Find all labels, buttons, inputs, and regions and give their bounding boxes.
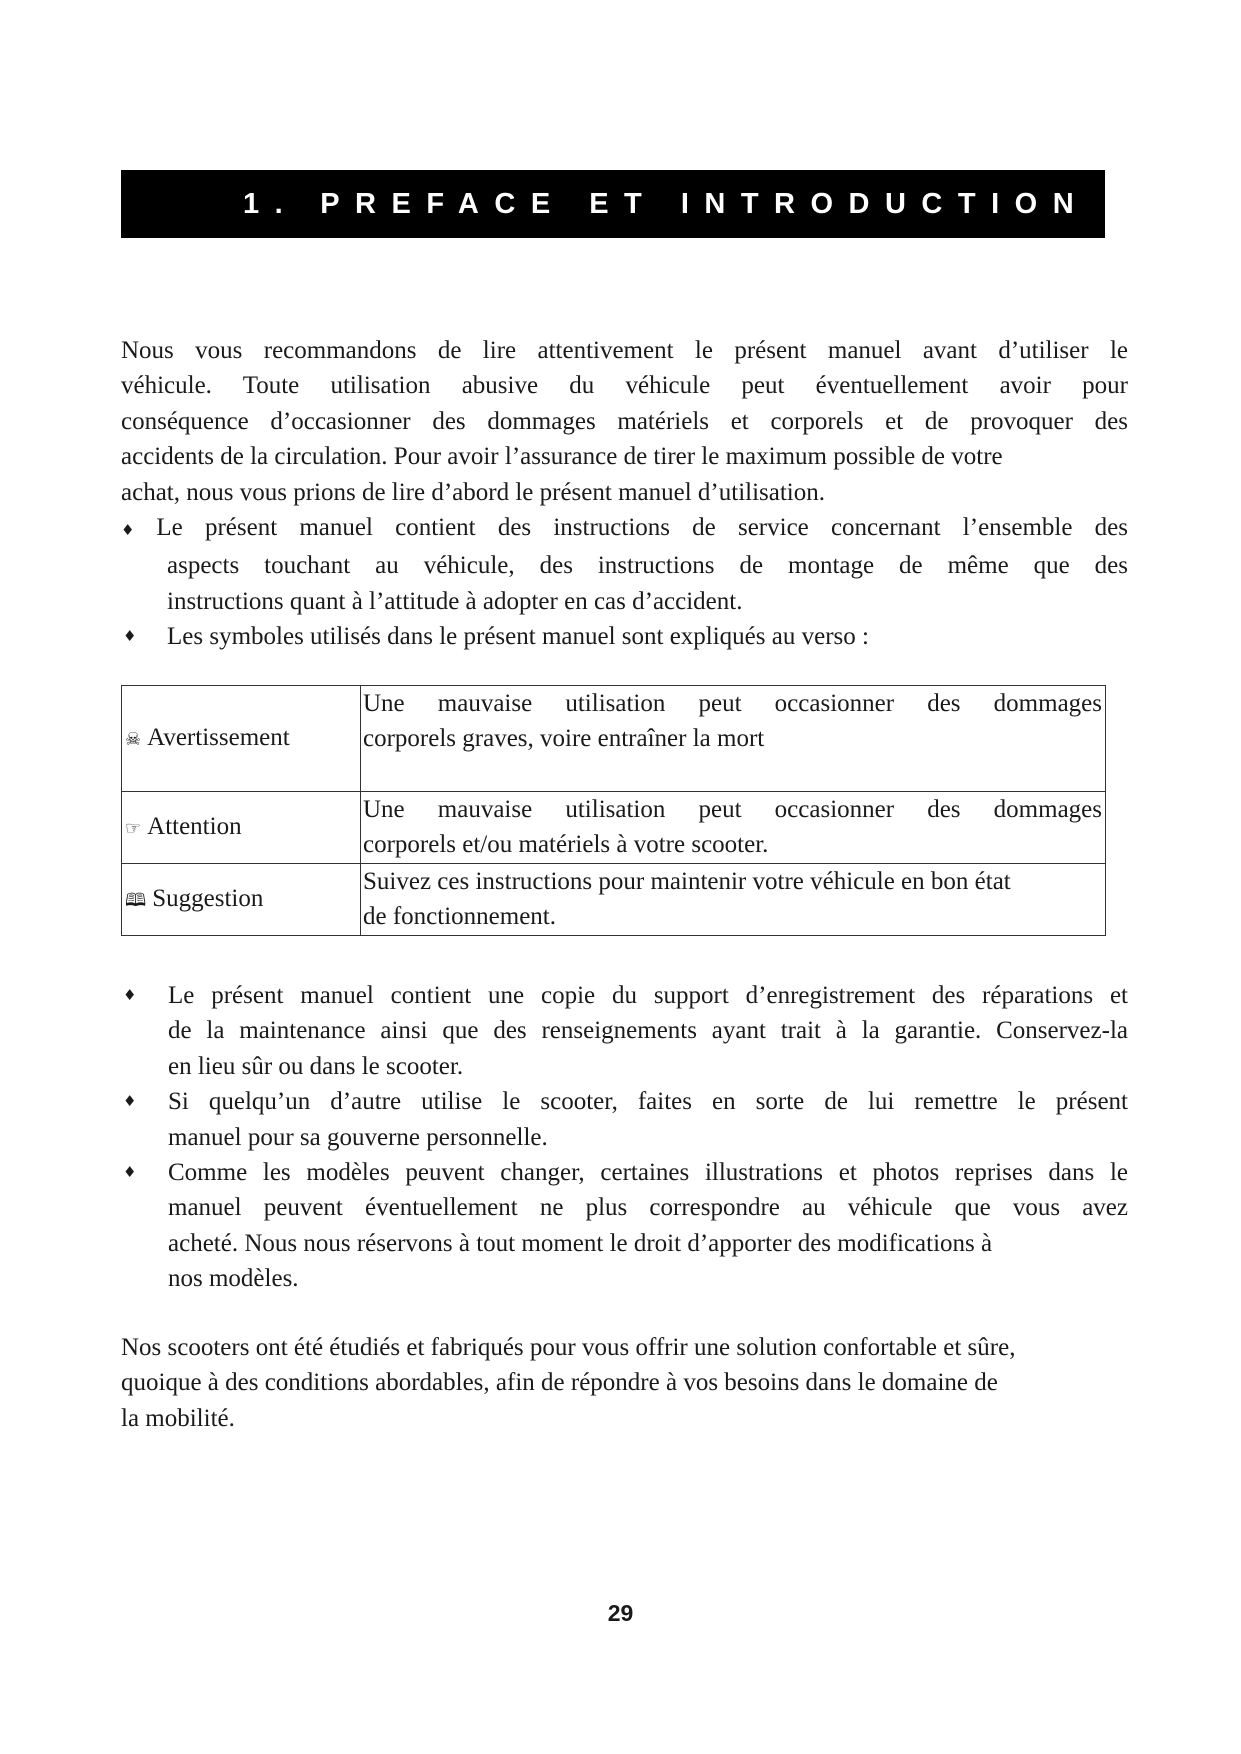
book-icon: 🕮: [125, 889, 147, 911]
bullet-item-model-changes: [121, 1155, 1128, 1297]
bullet-text: Le présent manuel contient des instructions de service concernant l’ensemble des: [156, 514, 1128, 541]
symbols-table: [121, 685, 1106, 936]
bullet-line: Si quelqu’un d’autre utilise le scooter, faites en sorte de lui remettre le présent: [168, 1088, 1128, 1116]
bullet-line: en lieu sûr ou dans le scooter.: [168, 1052, 464, 1080]
bullet-diamond-icon: ♦: [123, 986, 137, 1004]
section-title: PREFACE ET INTRODUCTION: [320, 188, 1090, 220]
bullet-item-other-user: [121, 1084, 1128, 1155]
intro-line: véhicule. Toute utilisation abusive du véhicule peut éventuellement avoir pour: [121, 372, 1128, 400]
bullet-line: manuel peuvent éventuellement ne plus correspondre au véhicule que vous avez: [168, 1194, 1128, 1222]
bullet-item-manual-contents: [121, 510, 1128, 655]
intro-paragraph: [121, 333, 1128, 510]
section-title-bar: [121, 170, 1105, 238]
closing-line: quoique à des conditions abordables, afin de répondre à vos besoins dans le domaine de: [121, 1369, 998, 1397]
bullet-line: Le présent manuel contient une copie du support d’enregistrement des réparations et: [168, 982, 1128, 1009]
bullet-line: nos modèles.: [168, 1265, 299, 1293]
symbol-label: Avertissement: [147, 723, 290, 751]
bullet-item-repair-record: [121, 978, 1128, 1084]
pointing-hand-icon: ☞: [125, 817, 142, 839]
bullet-line: instructions quant à l’attitude à adopter en cas d’accident.: [167, 587, 743, 615]
intro-line: Nous vous recommandons de lire attentivement le présent manuel avant d’utiliser le: [121, 337, 1128, 364]
intro-line: conséquence d’occasionner des dommages matériels et corporels et de provoquer des: [121, 407, 1128, 435]
bullet-diamond-icon: ♦: [123, 627, 137, 646]
bullet-line: aspects touchant au véhicule, des instructions de montage de même que des: [167, 552, 1128, 580]
description-line: Une mauvaise utilisation peut occasionner des dommages: [363, 796, 1102, 823]
bullet-text: Les symboles utilisés dans le présent manuel sont expliqués au verso :: [167, 623, 869, 651]
section-number: 1.: [243, 188, 299, 220]
bullet-line: manuel pour sa gouverne personnelle.: [168, 1123, 548, 1151]
bullet-line: [121, 510, 1128, 548]
bullet-diamond-icon: ♦: [121, 521, 151, 539]
table-row: [122, 792, 1106, 864]
closing-line: la mobilité.: [121, 1404, 235, 1432]
symbol-label-cell: [122, 863, 361, 935]
intro-line: achat, nous vous prions de lire d’abord le présent manuel d’utilisation.: [121, 478, 825, 506]
bullet-diamond-icon: ♦: [123, 1163, 137, 1182]
description-line: de fonctionnement.: [363, 903, 556, 931]
symbol-description-cell: [361, 686, 1106, 792]
symbol-label-cell: [122, 686, 361, 792]
closing-line: Nos scooters ont été étudiés et fabriqués pour vous offrir une solution confortable et sûre,: [121, 1334, 1016, 1361]
bullet-line: de la maintenance ainsi que des renseignements ayant trait à la garantie. Conservez-la: [168, 1017, 1128, 1045]
bullet-line: Comme les modèles peuvent changer, certaines illustrations et photos reprises dans le: [168, 1159, 1128, 1187]
table-row: [122, 863, 1106, 935]
table-row: [122, 686, 1106, 792]
closing-paragraph: [121, 1330, 1128, 1436]
page-number: 29: [607, 1600, 634, 1626]
symbol-label-cell: [122, 792, 361, 864]
symbol-label: Suggestion: [152, 884, 264, 912]
bullet-diamond-icon: ♦: [123, 1092, 137, 1111]
description-line: Suivez ces instructions pour maintenir votre véhicule en bon état: [363, 867, 1011, 895]
description-line: corporels graves, voire entraîner la mort: [363, 725, 765, 753]
intro-line: accidents de la circulation. Pour avoir l’assurance de tirer le maximum possible de votre: [121, 443, 1003, 471]
symbol-description-cell: [361, 792, 1106, 864]
bullet-item-symbols: [121, 619, 1128, 654]
bullet-list: [121, 978, 1128, 1297]
skull-icon: ☠: [125, 728, 142, 750]
description-line: corporels et/ou matériels à votre scooter.: [363, 831, 769, 859]
symbol-description-cell: [361, 863, 1106, 935]
bullet-line: acheté. Nous nous réservons à tout moment le droit d’apporter des modifications à: [168, 1229, 993, 1257]
description-line: Une mauvaise utilisation peut occasionner des dommages: [363, 690, 1102, 717]
symbol-label: Attention: [147, 812, 242, 840]
